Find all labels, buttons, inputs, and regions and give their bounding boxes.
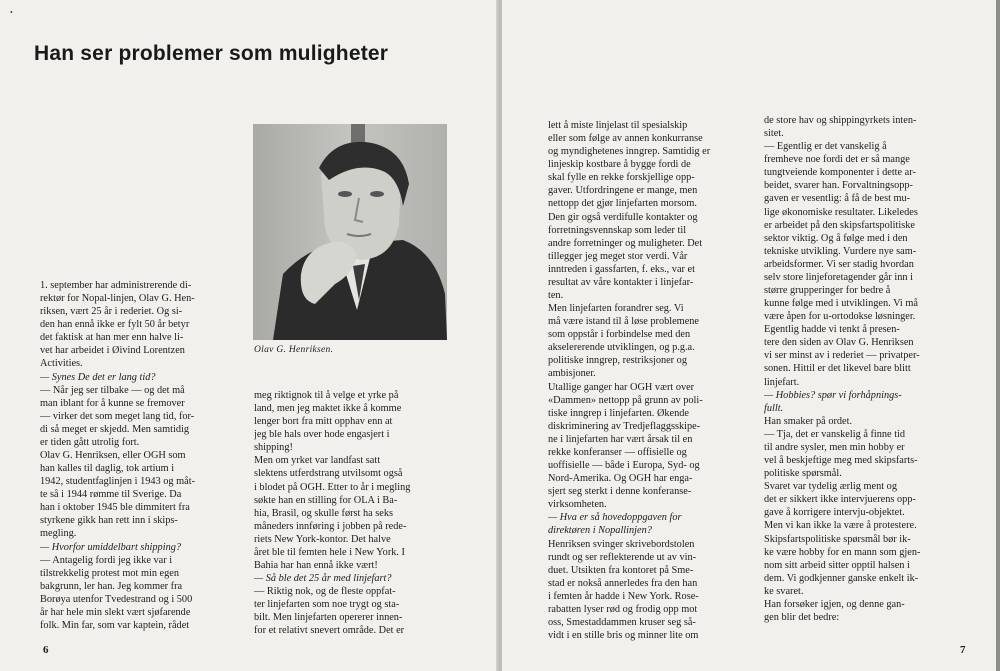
text-column-1: [40, 279, 240, 632]
text-line: — Egentlig er det vanskelig å: [764, 141, 887, 153]
text-line: bilt. Men linjefarten opererer innen-: [254, 612, 403, 624]
text-column-4: [764, 114, 969, 624]
text-line: fullt.: [764, 402, 784, 414]
text-line: ke være hobby for en mann som gjen-: [764, 546, 921, 558]
text-line: være åpen for u-ortodokse løsninger.: [764, 311, 916, 323]
text-line: for et relativt snevert område. Det er: [254, 625, 405, 637]
text-line: ke svaret.: [764, 585, 804, 597]
text-line: tekniske utvikling. Vurdere nye sam-: [764, 245, 917, 257]
text-line: Han smaker på ordet.: [764, 415, 853, 427]
text-line: må være istand til å løse problemene: [548, 316, 699, 328]
text-line: tilstrekkelig protest mot min egen: [40, 567, 179, 579]
text-line: tungtveiende komponenter i dette ar-: [764, 167, 916, 179]
text-line: gaver. Utfordringene er mange, men: [548, 185, 698, 197]
text-line: folk. Min far, som var kaptein, rådet: [40, 620, 190, 632]
text-line: linjeskip kostbare å bygge fordi de: [548, 159, 691, 171]
text-line: 1. september har administrerende di-: [40, 280, 192, 291]
text-line: oss, Smestaddammen kruser seg så-: [548, 616, 696, 628]
text-line: styrkene gikk han rett inn i skips-: [40, 515, 178, 527]
text-column-3: [548, 119, 748, 642]
text-column-2: [254, 389, 454, 637]
text-line: bakgrunn, ler han. Jeg kommer fra: [40, 580, 183, 592]
text-line: Svaret var tydelig ærlig ment og: [764, 481, 897, 493]
text-line: — Tja, det er vanskelig å finne tid: [764, 428, 906, 440]
text-line: lett å miste linjelast til spesialskip: [548, 120, 688, 131]
text-line: lenger bort fra mitt opphav enn at: [254, 416, 393, 428]
text-line: linjefart.: [764, 376, 800, 388]
page-edge: [996, 0, 1000, 671]
text-line: til andre sysler, men min hobby er: [764, 441, 905, 453]
portrait-photo-icon: [253, 124, 447, 340]
text-line: dem. Vi godkjenner ganske enkelt ik-: [764, 572, 919, 584]
text-line: fremheve noe fordi det er så mange: [764, 154, 910, 166]
text-line: vel å beskjeftige meg med skipsfarts-: [764, 455, 918, 467]
text-line: og myndighetenes inngrep. Samtidig er: [548, 146, 711, 158]
text-line: — Hvorfor umiddelbart shipping?: [40, 541, 182, 553]
text-line: Men om yrket var landfast satt: [254, 455, 381, 467]
text-line: — Så ble det 25 år med linjefart?: [254, 573, 392, 585]
text-line: land, men jeg maktet ikke å komme: [254, 403, 402, 415]
portrait-photo: [253, 124, 447, 340]
text-line: shipping!: [254, 442, 293, 454]
text-line: rabatten lyser rød og frodig opp mot: [548, 603, 698, 615]
text-line: gen blir det bedre:: [764, 611, 840, 623]
text-line: politiske spørsmål.: [764, 468, 842, 480]
text-line: som oppstår i forbindelse med den: [548, 329, 691, 341]
text-line: året ble til femten hele i New York. I: [254, 546, 405, 558]
text-line: Activities.: [40, 358, 83, 370]
corner-mark: •: [10, 8, 13, 17]
text-line: — Riktig nok, og de fleste oppfat-: [254, 586, 396, 598]
text-line: Borøya utenfor Tvedestrand og i 500: [40, 593, 193, 605]
right-page: [502, 0, 996, 671]
text-line: Nord-Amerika. Og OGH har enga-: [548, 473, 693, 485]
text-line: tere den siden av Olav G. Henriksen: [764, 337, 914, 349]
text-line: er arbeidet på den skipsfartspolitiske: [764, 219, 915, 231]
text-line: vet har arbeidet i Øivind Lorentzen: [40, 345, 185, 357]
text-line: ten.: [548, 290, 564, 302]
text-line: — virker det som meget lang tid, for-: [40, 410, 195, 422]
text-line: Men vi kan ikke la være å protestere.: [764, 520, 917, 532]
text-line: slektens utferdstrang utvilsomt også: [254, 468, 403, 480]
text-line: det faktisk at han mer enn halve li-: [40, 332, 184, 344]
text-line: hia, Brasil, og skulle først ha seks: [254, 507, 393, 519]
text-line: kunne følge med i utviklingen. Vi må: [764, 298, 918, 310]
text-line: «Dammen» nettopp på grunn av poli-: [548, 394, 703, 406]
text-line: år har hele min slekt vært sjøfarende: [40, 606, 191, 618]
text-line: nom sitt arbeid sitter opptil halsen i: [764, 559, 910, 571]
left-page: [0, 0, 498, 671]
text-line: gaven er vesentlig: å få de best mu-: [764, 193, 911, 205]
text-line: de store hav og shippingyrkets inten-: [764, 115, 917, 126]
text-line: riets New York-kontor. Det halve: [254, 533, 391, 545]
text-line: — Synes De det er lang tid?: [40, 371, 156, 383]
text-line: sjert seg sterkt i denne konferanse-: [548, 486, 692, 498]
text-line: duet. Utsikten fra kontoret på Sme-: [548, 564, 694, 576]
text-line: Egentlig hadde vi tenkt å presen-: [764, 324, 900, 336]
text-line: andre forretninger og muligheter. Det: [548, 237, 703, 249]
text-line: inntreden i gassfarten, f. eks., var et: [548, 263, 695, 275]
text-line: rektør for Nopal-linjen, Olav G. Hen-: [40, 293, 195, 305]
text-line: er tiden gått utrolig fort.: [40, 436, 140, 448]
page-number-right: 7: [960, 644, 966, 656]
text-line: nettopp det gjør linjefarten morsom.: [548, 198, 697, 210]
text-line: stad er nokså annerledes fra den han: [548, 577, 698, 589]
text-line: direktøren i Nopallinjen?: [548, 525, 652, 537]
text-line: uoffisielle — både i Europa, Syd- og: [548, 460, 700, 472]
text-line: meg riktignok til å velge et yrke på: [254, 390, 399, 401]
text-line: megling.: [40, 528, 77, 540]
text-line: 1942, studentfaglinjen i 1943 og måt-: [40, 476, 196, 488]
text-line: virksomheten.: [548, 499, 607, 511]
text-line: i femten år hadde i New York. Rose-: [548, 590, 699, 602]
text-line: riksen, vært 25 år i rederiet. Og si-: [40, 306, 183, 318]
text-line: vi ser minst av i rederiet — privatper-: [764, 350, 920, 362]
text-line: beidet, svarer han. Forvaltningsopp-: [764, 180, 913, 192]
photo-caption: Olav G. Henriksen.: [254, 345, 334, 355]
page-number-left: 6: [43, 644, 49, 656]
text-line: selv store linjeforetagender går inn i: [764, 271, 913, 283]
text-line: lige økonomiske resultater. Likeledes: [764, 206, 918, 218]
text-line: — Hva er så hovedoppgaven for: [548, 512, 682, 524]
text-line: ambisjoner.: [548, 368, 596, 380]
article-headline: Han ser problemer som muligheter: [34, 42, 389, 65]
text-line: Henriksen svinger skrivebordstolen: [548, 538, 695, 550]
text-line: rundt og ser reflekterende ut av vin-: [548, 551, 697, 563]
text-line: resultat av våre kontakter i linjefar-: [548, 276, 694, 288]
text-line: — Antagelig fordi jeg ikke var i: [40, 554, 173, 566]
text-line: gave å korrigere intervju-objektet.: [764, 507, 905, 519]
text-line: te så i 1944 rømme til Sverige. Da: [40, 489, 182, 501]
text-line: han kalles til daglig, tok artium i: [40, 463, 175, 475]
text-line: — Når jeg ser tilbake — og det må: [40, 384, 185, 396]
text-line: Den gir også verdifulle kontakter og: [548, 211, 698, 223]
text-line: måneders innføring i jobben på rede-: [254, 520, 407, 532]
text-line: Han forsøker igjen, og denne gan-: [764, 598, 905, 610]
text-line: ne i linjefarten har vært årsak til en: [548, 433, 693, 445]
text-line: di så meget er skjedd. Men samtidig: [40, 423, 189, 435]
text-line: han i oktober 1945 ble dimmitert fra: [40, 502, 190, 514]
text-line: større grupperinger for bedre å: [764, 285, 891, 297]
text-line: tillegger jeg meget stor verdi. Vår: [548, 250, 688, 262]
text-line: den han ennå ikke er fylt 50 år betyr: [40, 319, 190, 331]
text-line: diskriminering av Tredjeflaggsskipe-: [548, 420, 701, 432]
text-line: jeg ble hals over hode engasjert i: [254, 429, 390, 441]
text-line: politiske inngrep, restriksjoner og: [548, 355, 687, 367]
text-line: akselererende utviklingen, og p.g.a.: [548, 342, 695, 354]
text-line: arbeidsformer. Vi ser stadig hvordan: [764, 258, 914, 270]
text-line: eller som følge av annen konkurranse: [548, 133, 703, 145]
text-line: tiske inngrep i linjefarten. Økende: [548, 407, 689, 419]
text-line: sonen. Hittil er det likevel bare blitt: [764, 363, 911, 375]
text-line: sitet.: [764, 128, 784, 140]
text-line: søkte han en stilling for OLA i Ba-: [254, 494, 398, 506]
text-line: Skipsfartspolitiske spørsmål bør ik-: [764, 533, 911, 545]
text-line: forretningsvennskap som leder til: [548, 224, 687, 236]
text-line: ter linjefarten som noe trygt og sta-: [254, 599, 400, 611]
text-line: — Hobbies? spør vi forhåpnings-: [764, 389, 902, 401]
text-line: Utallige ganger har OGH vært over: [548, 381, 695, 393]
text-line: det er sikkert ikke intervjuerens opp-: [764, 494, 916, 506]
text-line: sektor viktig. Og å følge med i den: [764, 232, 908, 244]
text-line: rekke konferanser — offisielle og: [548, 446, 687, 458]
text-line: skal fylle en rekke forskjellige opp-: [548, 172, 695, 184]
text-line: vidt i en stille bris og minner lite om: [548, 630, 699, 642]
text-line: Men linjefarten forandrer seg. Vi: [548, 303, 684, 315]
text-line: Olav G. Henriksen, eller OGH som: [40, 450, 186, 462]
text-line: man iblant for å kunne se fremover: [40, 397, 185, 409]
text-line: i blodet på OGH. Etter to år i megling: [254, 481, 411, 493]
text-line: Bahia har han ennå ikke vært!: [254, 560, 378, 572]
